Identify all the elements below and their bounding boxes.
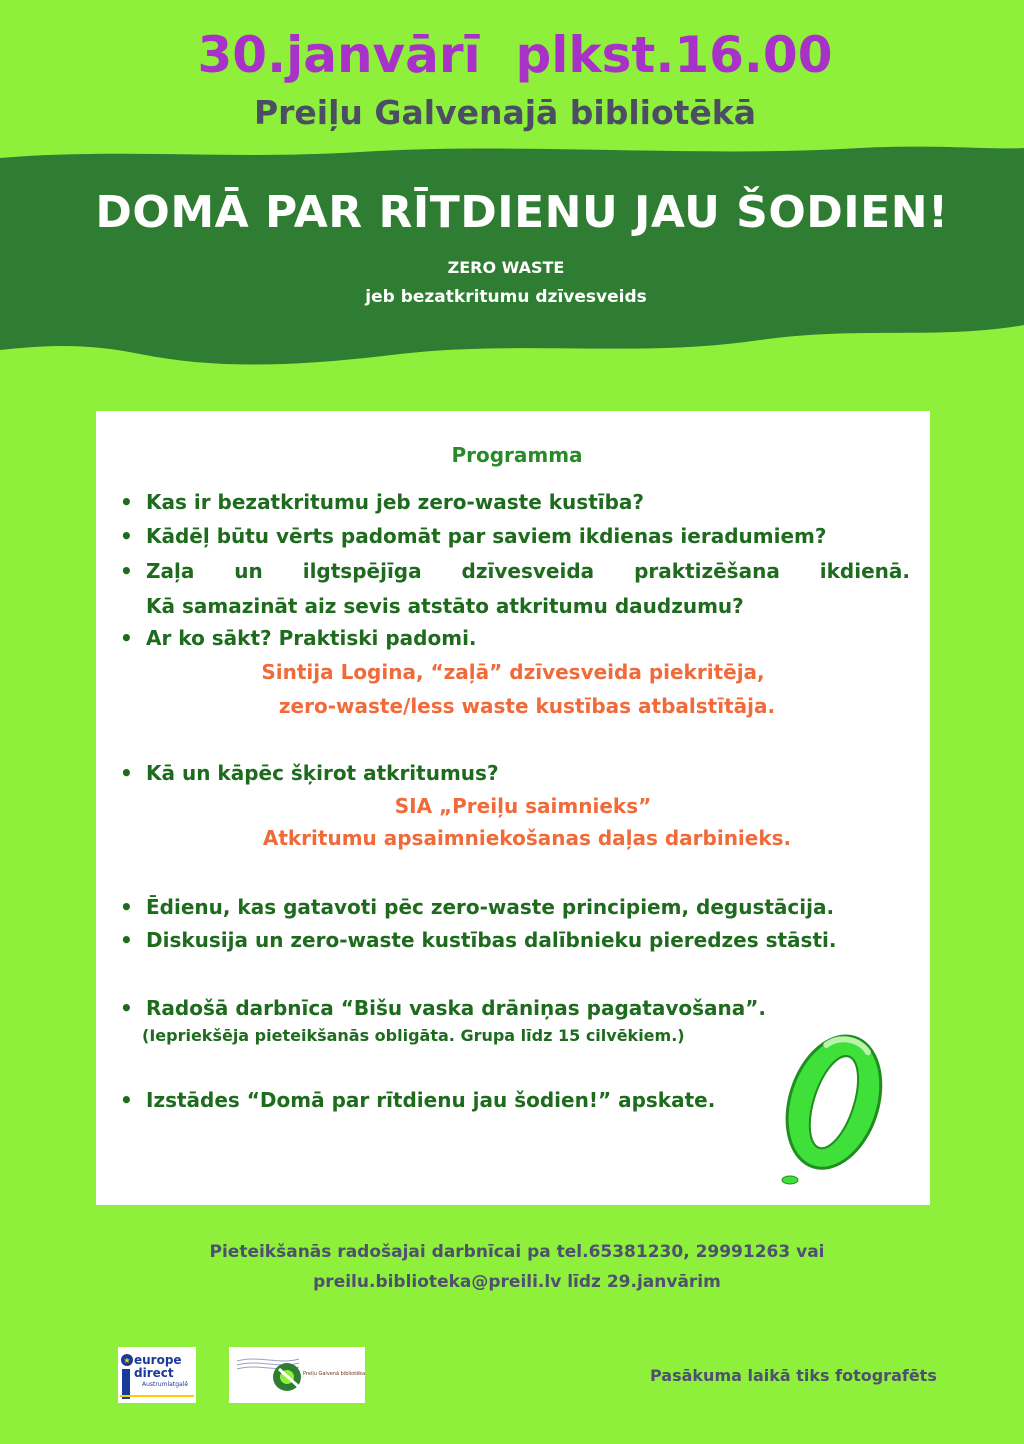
program-item xyxy=(120,555,910,588)
europe-direct-text: europe xyxy=(134,1353,182,1367)
bullet-icon: • xyxy=(120,559,133,583)
program-item-text: Kādēļ būtu vērts padomāt par saviem ikdienas ieradumiem? xyxy=(146,524,827,548)
bullet-icon: • xyxy=(120,996,133,1020)
photo-notice: Pasākuma laikā tiks fotografēts xyxy=(650,1366,937,1385)
event-venue: Preiļu Galvenajā bibliotēkā xyxy=(253,93,757,132)
lifestyle-subtitle: jeb bezatkritumu dzīvesveids xyxy=(365,287,647,307)
program-item-text: Ēdienu, kas gatavoti pēc zero-waste principiem, degustācija. xyxy=(146,895,835,919)
program-item-text: Diskusija un zero-waste kustības dalībnieku pieredzes stāsti. xyxy=(146,928,837,952)
bullet-icon: • xyxy=(120,626,133,650)
program-item xyxy=(120,891,910,924)
slogan-heading: DOMĀ PAR RĪTDIENU JAU ŠODIEN! xyxy=(95,187,949,238)
library-logo xyxy=(229,1347,365,1403)
program-item-text: Ar ko sākt? Praktiski padomi. xyxy=(146,626,477,650)
event-date-time: 30.janvārī plkst.16.00 xyxy=(197,26,833,84)
speaker-1-line-2: zero-waste/less waste kustības atbalstītāja. xyxy=(278,694,776,718)
speaker-2-line-2: Atkritumu apsaimniekošanas daļas darbinieks. xyxy=(262,826,792,850)
program-item xyxy=(120,622,910,655)
bullet-icon: • xyxy=(120,1088,133,1112)
bullet-icon: • xyxy=(120,524,133,548)
registration-line-2: preilu.biblioteka@preili.lv līdz 29.janvārim xyxy=(313,1272,721,1292)
bullet-icon: • xyxy=(120,895,133,919)
program-item xyxy=(120,520,910,553)
zero-ring-icon xyxy=(768,1020,898,1190)
workshop-note: (Iepriekšēja pieteikšanās obligāta. Grupa līdz 15 cilvēkiem.) xyxy=(142,1026,685,1045)
europe-direct-text-2: direct xyxy=(134,1366,174,1380)
program-item-text: Kas ir bezatkritumu jeb zero-waste kustība? xyxy=(146,490,645,514)
program-item-text: Izstādes “Domā par rītdienu jau šodien!” apskate. xyxy=(146,1088,716,1112)
europe-direct-region: Austrumlatgalē xyxy=(142,1381,189,1388)
speaker-2-line-1: SIA „Preiļu saimnieks” xyxy=(394,794,652,818)
bullet-icon: • xyxy=(120,928,133,952)
svg-text:★: ★ xyxy=(123,1356,131,1365)
program-item xyxy=(120,757,910,790)
speaker-1-line-1: Sintija Logina, “zaļā” dzīvesveida piekritēja, xyxy=(261,660,765,684)
zero-waste-subtitle: ZERO WASTE xyxy=(447,258,565,277)
registration-line-1: Pieteikšanās radošajai darbnīcai pa tel.65381230, 29991263 vai xyxy=(209,1242,825,1262)
program-item-text: Kā un kāpēc šķirot atkritumus? xyxy=(146,761,499,785)
program-item-continued: Kā samazināt aiz sevis atstāto atkritumu daudzumu? xyxy=(146,594,744,618)
program-item-text: Zaļa un ilgtspējīga dzīvesveida praktizēšana ikdienā. xyxy=(146,559,910,583)
europe-direct-logo xyxy=(118,1347,196,1403)
program-item xyxy=(120,486,910,519)
program-title: Programma xyxy=(451,443,583,467)
library-name: Preiļu Galvenā bibliotēka xyxy=(303,1371,366,1377)
bullet-icon: • xyxy=(120,490,133,514)
program-item-text: Radošā darbnīca “Bišu vaska drāniņas pagatavošana”. xyxy=(146,996,766,1020)
program-item xyxy=(120,924,910,957)
bullet-icon: • xyxy=(120,761,133,785)
